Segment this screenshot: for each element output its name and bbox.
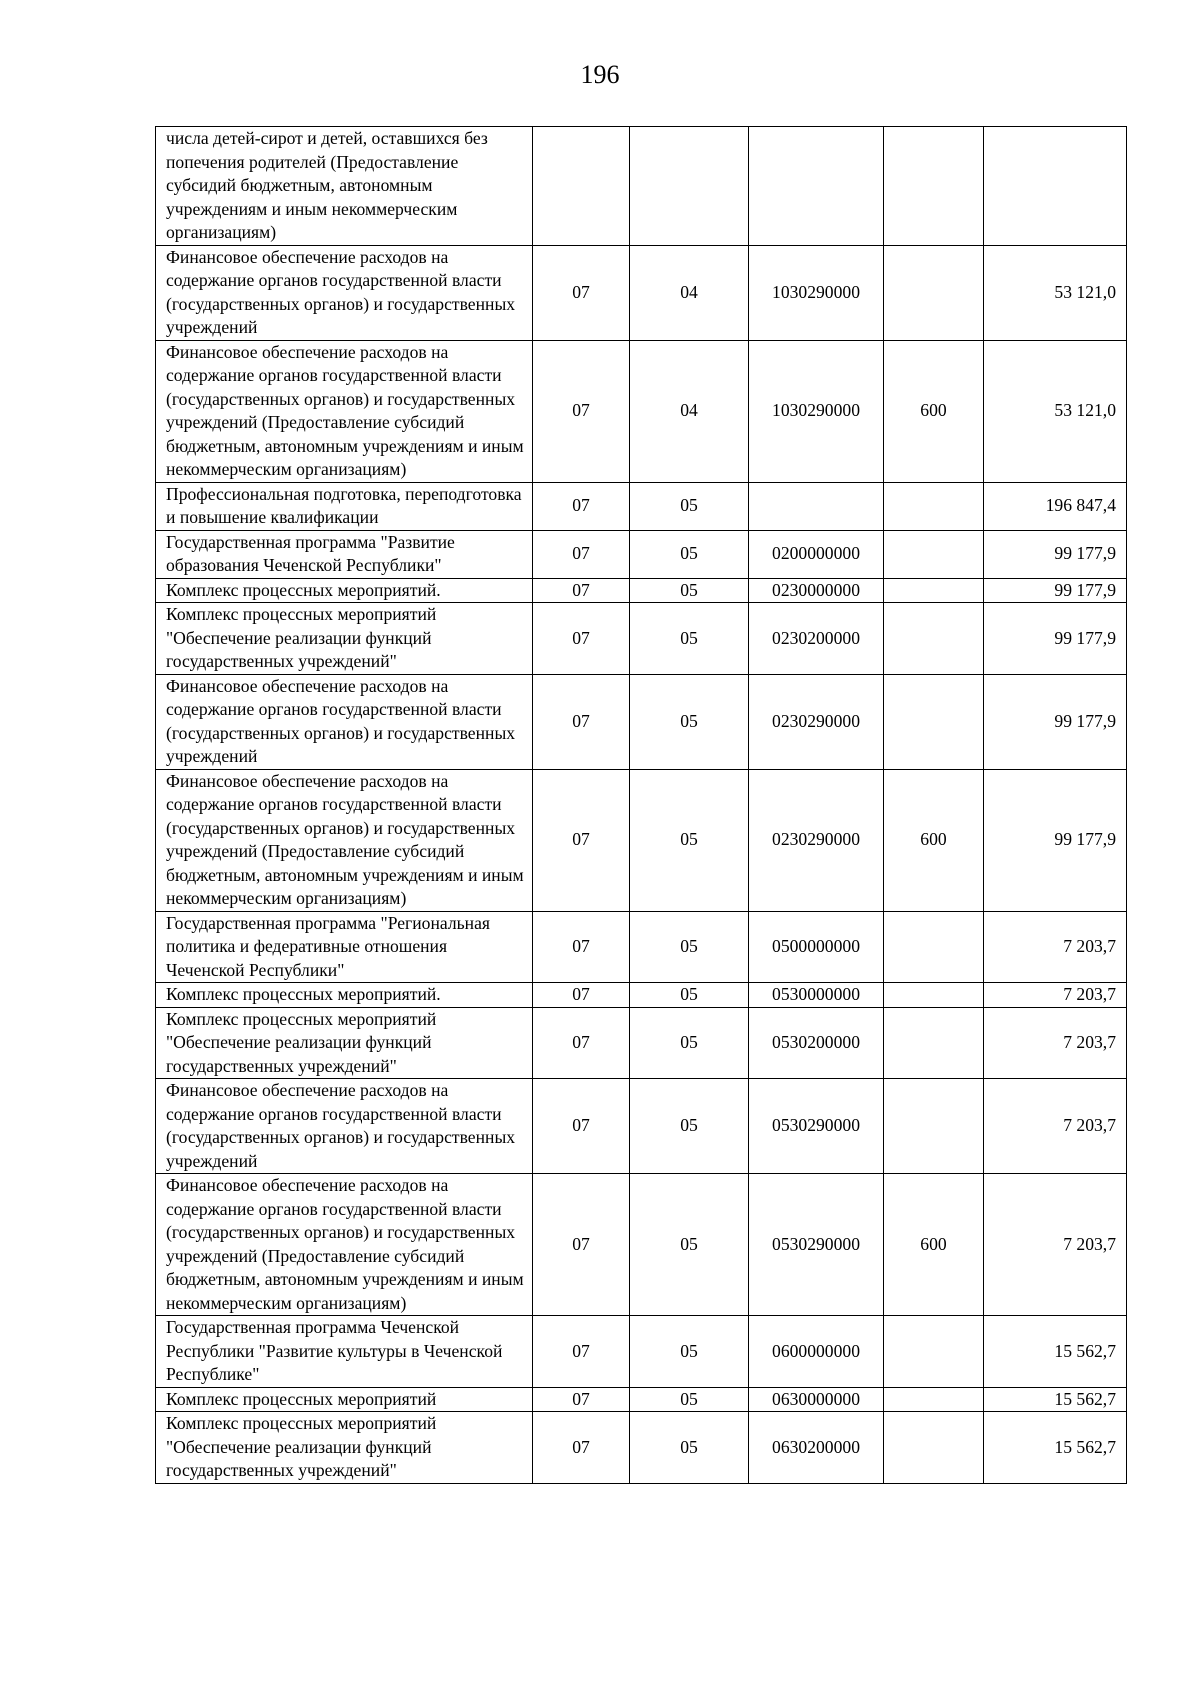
target-article-cell: 0200000000: [749, 530, 884, 578]
section-code-cell: 07: [533, 530, 630, 578]
expense-type-cell: 600: [884, 1174, 984, 1316]
table-row: [156, 983, 1127, 1008]
row-name-cell: Финансовое обеспечение расходов на содержание органов государственной власти (государственных органов) и государственных учреждений: [156, 1079, 533, 1174]
expense-type-cell: [884, 983, 984, 1008]
section-code-cell: 07: [533, 769, 630, 911]
table-row: [156, 1387, 1127, 1412]
row-name-cell: Комплекс процессных мероприятий.: [156, 578, 533, 603]
expense-type-cell: [884, 1387, 984, 1412]
amount-cell: [984, 127, 1127, 246]
row-name-cell: Финансовое обеспечение расходов на содержание органов государственной власти (государственных органов) и государственных учреждений (Предоставление субсидий бюджетным, автономным учреждениям и иным некоммерческим организациям): [156, 769, 533, 911]
subsection-code-cell: 04: [630, 340, 749, 482]
page-number: 196: [580, 60, 620, 89]
table-row: [156, 911, 1127, 983]
row-name-cell: Государственная программа "Развитие образования Чеченской Республики": [156, 530, 533, 578]
expense-type-cell: [884, 245, 984, 340]
expense-type-cell: [884, 578, 984, 603]
subsection-code-cell: 05: [630, 1174, 749, 1316]
amount-cell: 99 177,9: [984, 530, 1127, 578]
expense-type-cell: [884, 603, 984, 675]
section-code-cell: 07: [533, 1387, 630, 1412]
subsection-code-cell: 05: [630, 1412, 749, 1484]
amount-cell: 99 177,9: [984, 603, 1127, 675]
row-name-cell: Профессиональная подготовка, переподготовка и повышение квалификации: [156, 482, 533, 530]
subsection-code-cell: 05: [630, 1387, 749, 1412]
section-code-cell: 07: [533, 245, 630, 340]
subsection-code-cell: 05: [630, 674, 749, 769]
expense-type-cell: [884, 1079, 984, 1174]
subsection-code-cell: 05: [630, 983, 749, 1008]
row-name-cell: Государственная программа "Региональная политика и федеративные отношения Чеченской Республики": [156, 911, 533, 983]
section-code-cell: 07: [533, 1007, 630, 1079]
subsection-code-cell: 05: [630, 603, 749, 675]
section-code-cell: 07: [533, 1412, 630, 1484]
table-row: [156, 1079, 1127, 1174]
table-row: [156, 1316, 1127, 1388]
subsection-code-cell: 05: [630, 530, 749, 578]
table-row: [156, 674, 1127, 769]
row-name-cell: Комплекс процессных мероприятий "Обеспечение реализации функций государственных учреждений": [156, 1412, 533, 1484]
amount-cell: 7 203,7: [984, 1007, 1127, 1079]
row-name-cell: Финансовое обеспечение расходов на содержание органов государственной власти (государственных органов) и государственных учреждений (Предоставление субсидий бюджетным, автономным учреждениям и иным некоммерческим организациям): [156, 340, 533, 482]
row-name-cell: Государственная программа Чеченской Республики "Развитие культуры в Чеченской Республике": [156, 1316, 533, 1388]
table-row: [156, 603, 1127, 675]
expense-type-cell: 600: [884, 340, 984, 482]
section-code-cell: 07: [533, 340, 630, 482]
target-article-cell: 1030290000: [749, 340, 884, 482]
table-row: [156, 482, 1127, 530]
amount-cell: 7 203,7: [984, 911, 1127, 983]
row-name-cell: Финансовое обеспечение расходов на содержание органов государственной власти (государственных органов) и государственных учреждений: [156, 674, 533, 769]
row-name-cell: Комплекс процессных мероприятий.: [156, 983, 533, 1008]
target-article-cell: 0530290000: [749, 1079, 884, 1174]
section-code-cell: [533, 127, 630, 246]
table-row: [156, 530, 1127, 578]
table-row: [156, 769, 1127, 911]
target-article-cell: [749, 482, 884, 530]
target-article-cell: 0600000000: [749, 1316, 884, 1388]
subsection-code-cell: 05: [630, 1316, 749, 1388]
section-code-cell: 07: [533, 1079, 630, 1174]
expense-type-cell: [884, 911, 984, 983]
amount-cell: 7 203,7: [984, 1079, 1127, 1174]
table-row: [156, 340, 1127, 482]
section-code-cell: 07: [533, 983, 630, 1008]
amount-cell: 7 203,7: [984, 983, 1127, 1008]
amount-cell: 15 562,7: [984, 1387, 1127, 1412]
section-code-cell: 07: [533, 482, 630, 530]
target-article-cell: 0530290000: [749, 1174, 884, 1316]
target-article-cell: 0230000000: [749, 578, 884, 603]
target-article-cell: 0630000000: [749, 1387, 884, 1412]
row-name-cell: Финансовое обеспечение расходов на содержание органов государственной власти (государственных органов) и государственных учреждений: [156, 245, 533, 340]
amount-cell: 196 847,4: [984, 482, 1127, 530]
section-code-cell: 07: [533, 1316, 630, 1388]
expense-type-cell: [884, 1412, 984, 1484]
section-code-cell: 07: [533, 1174, 630, 1316]
expense-type-cell: [884, 127, 984, 246]
section-code-cell: 07: [533, 603, 630, 675]
target-article-cell: 0230200000: [749, 603, 884, 675]
row-name-cell: Финансовое обеспечение расходов на содержание органов государственной власти (государственных органов) и государственных учреждений (Предоставление субсидий бюджетным, автономным учреждениям и иным некоммерческим организациям): [156, 1174, 533, 1316]
expense-type-cell: [884, 530, 984, 578]
target-article-cell: 0530000000: [749, 983, 884, 1008]
subsection-code-cell: 05: [630, 1079, 749, 1174]
table-row: [156, 245, 1127, 340]
budget-table-body: [156, 127, 1127, 1484]
target-article-cell: 0630200000: [749, 1412, 884, 1484]
table-row: [156, 578, 1127, 603]
row-name-cell: Комплекс процессных мероприятий "Обеспечение реализации функций государственных учреждений": [156, 1007, 533, 1079]
expense-type-cell: 600: [884, 769, 984, 911]
target-article-cell: 0230290000: [749, 769, 884, 911]
expense-type-cell: [884, 674, 984, 769]
subsection-code-cell: 05: [630, 769, 749, 911]
table-row: [156, 1412, 1127, 1484]
target-article-cell: 0530200000: [749, 1007, 884, 1079]
target-article-cell: 0230290000: [749, 674, 884, 769]
budget-table: [155, 126, 1127, 1484]
row-name-cell: Комплекс процессных мероприятий "Обеспечение реализации функций государственных учреждений": [156, 603, 533, 675]
target-article-cell: [749, 127, 884, 246]
amount-cell: 99 177,9: [984, 769, 1127, 911]
section-code-cell: 07: [533, 911, 630, 983]
row-name-cell: числа детей-сирот и детей, оставшихся без попечения родителей (Предоставление субсидий бюджетным, автономным учреждениям и иным некоммерческим организациям): [156, 127, 533, 246]
amount-cell: 99 177,9: [984, 578, 1127, 603]
section-code-cell: 07: [533, 674, 630, 769]
subsection-code-cell: 05: [630, 482, 749, 530]
section-code-cell: 07: [533, 578, 630, 603]
amount-cell: 53 121,0: [984, 340, 1127, 482]
subsection-code-cell: 05: [630, 1007, 749, 1079]
amount-cell: 7 203,7: [984, 1174, 1127, 1316]
amount-cell: 15 562,7: [984, 1412, 1127, 1484]
target-article-cell: 1030290000: [749, 245, 884, 340]
expense-type-cell: [884, 1316, 984, 1388]
expense-type-cell: [884, 1007, 984, 1079]
subsection-code-cell: [630, 127, 749, 246]
target-article-cell: 0500000000: [749, 911, 884, 983]
table-row: [156, 1007, 1127, 1079]
table-row: [156, 1174, 1127, 1316]
table-row: [156, 127, 1127, 246]
subsection-code-cell: 05: [630, 578, 749, 603]
row-name-cell: Комплекс процессных мероприятий: [156, 1387, 533, 1412]
amount-cell: 53 121,0: [984, 245, 1127, 340]
amount-cell: 99 177,9: [984, 674, 1127, 769]
subsection-code-cell: 04: [630, 245, 749, 340]
subsection-code-cell: 05: [630, 911, 749, 983]
amount-cell: 15 562,7: [984, 1316, 1127, 1388]
expense-type-cell: [884, 482, 984, 530]
